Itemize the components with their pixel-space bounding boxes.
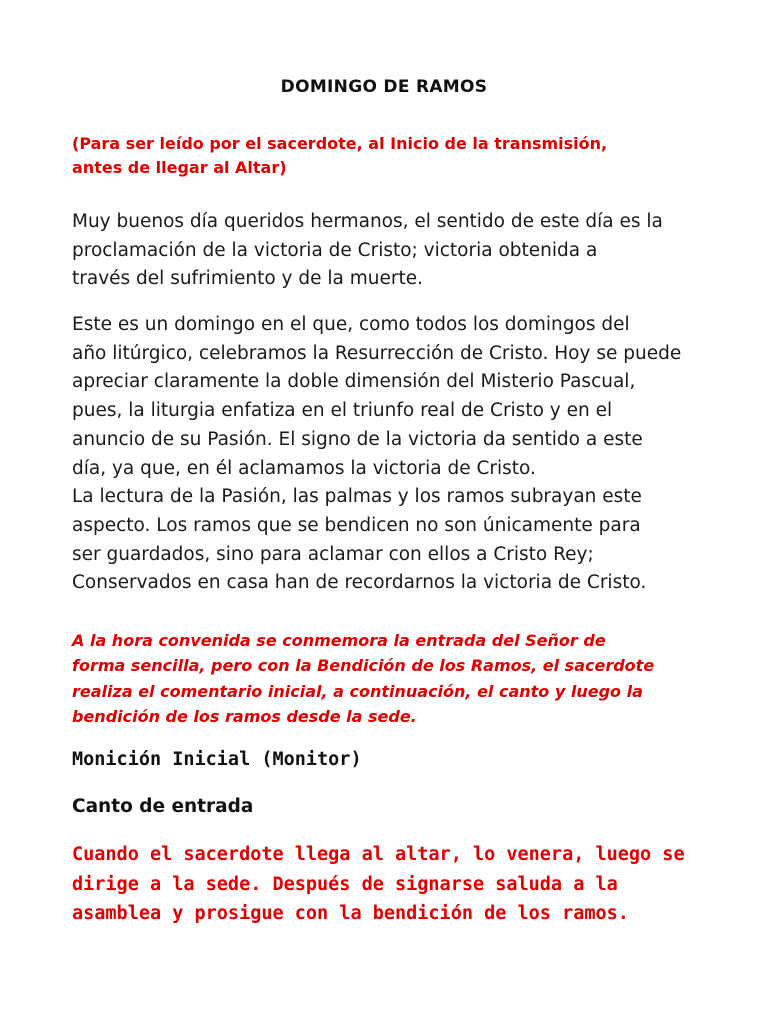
- instruction-line: dirige a la sede. Después de signarse saluda a la: [72, 873, 618, 895]
- paragraph-line: año litúrgico, celebramos la Resurrección de Cristo. Hoy se puede: [72, 342, 682, 364]
- rubric-note: [72, 628, 732, 729]
- instruction-line: Cuando el sacerdote llega al altar, lo venera, luego se: [72, 844, 685, 865]
- monicion-heading: Monición Inicial (Monitor): [72, 749, 362, 770]
- paragraph-line: Muy buenos día queridos hermanos, el sentido de este día es la: [72, 211, 663, 232]
- paragraph-line: ser guardados, sino para aclamar con ellos a Cristo Rey;: [72, 543, 594, 565]
- instruction-line: asamblea y prosigue con la bendición de los ramos.: [72, 903, 629, 924]
- document-title: DOMINGO DE RAMOS: [280, 77, 488, 97]
- paragraph-line: aspecto. Los ramos que se bendicen no son únicamente para: [72, 514, 641, 536]
- entrance-instruction: [72, 840, 732, 929]
- intro-note: [72, 132, 712, 180]
- paragraph-line: pues, la liturgia enfatiza en el triunfo real de Cristo y en el: [72, 400, 613, 422]
- rubric-line: realiza el comentario inicial, a continuación, el canto y luego la: [72, 681, 643, 701]
- paragraph-1: [72, 208, 712, 294]
- rubric-line: bendición de los ramos desde la sede.: [72, 706, 417, 726]
- paragraph-line: día, ya que, en él aclamamos la victoria de Cristo.: [72, 457, 536, 479]
- paragraph-line: Este es un domingo en el que, como todos los domingos del: [72, 314, 630, 335]
- intro-note-line: (Para ser leído por el sacerdote, al Inicio de la transmisión,: [72, 134, 608, 153]
- paragraph-2: [72, 311, 712, 598]
- rubric-line: A la hora convenida se conmemora la entrada del Señor de: [72, 631, 606, 650]
- paragraph-line: través del sufrimiento y de la muerte.: [72, 268, 423, 290]
- paragraph-line: Conservados en casa han de recordarnos la victoria de Cristo.: [72, 572, 647, 594]
- canto-heading: Canto de entrada: [72, 796, 254, 817]
- rubric-line: forma sencilla, pero con la Bendición de los Ramos, el sacerdote: [72, 656, 655, 676]
- paragraph-line: apreciar claramente la doble dimensión del Misterio Pascual,: [72, 371, 636, 393]
- paragraph-line: La lectura de la Pasión, las palmas y los ramos subrayan este: [72, 486, 642, 508]
- paragraph-line: anuncio de su Pasión. El signo de la victoria da sentido a este: [72, 428, 643, 450]
- paragraph-line: proclamación de la victoria de Cristo; victoria obtenida a: [72, 239, 598, 261]
- intro-note-line: antes de llegar al Altar): [72, 158, 287, 177]
